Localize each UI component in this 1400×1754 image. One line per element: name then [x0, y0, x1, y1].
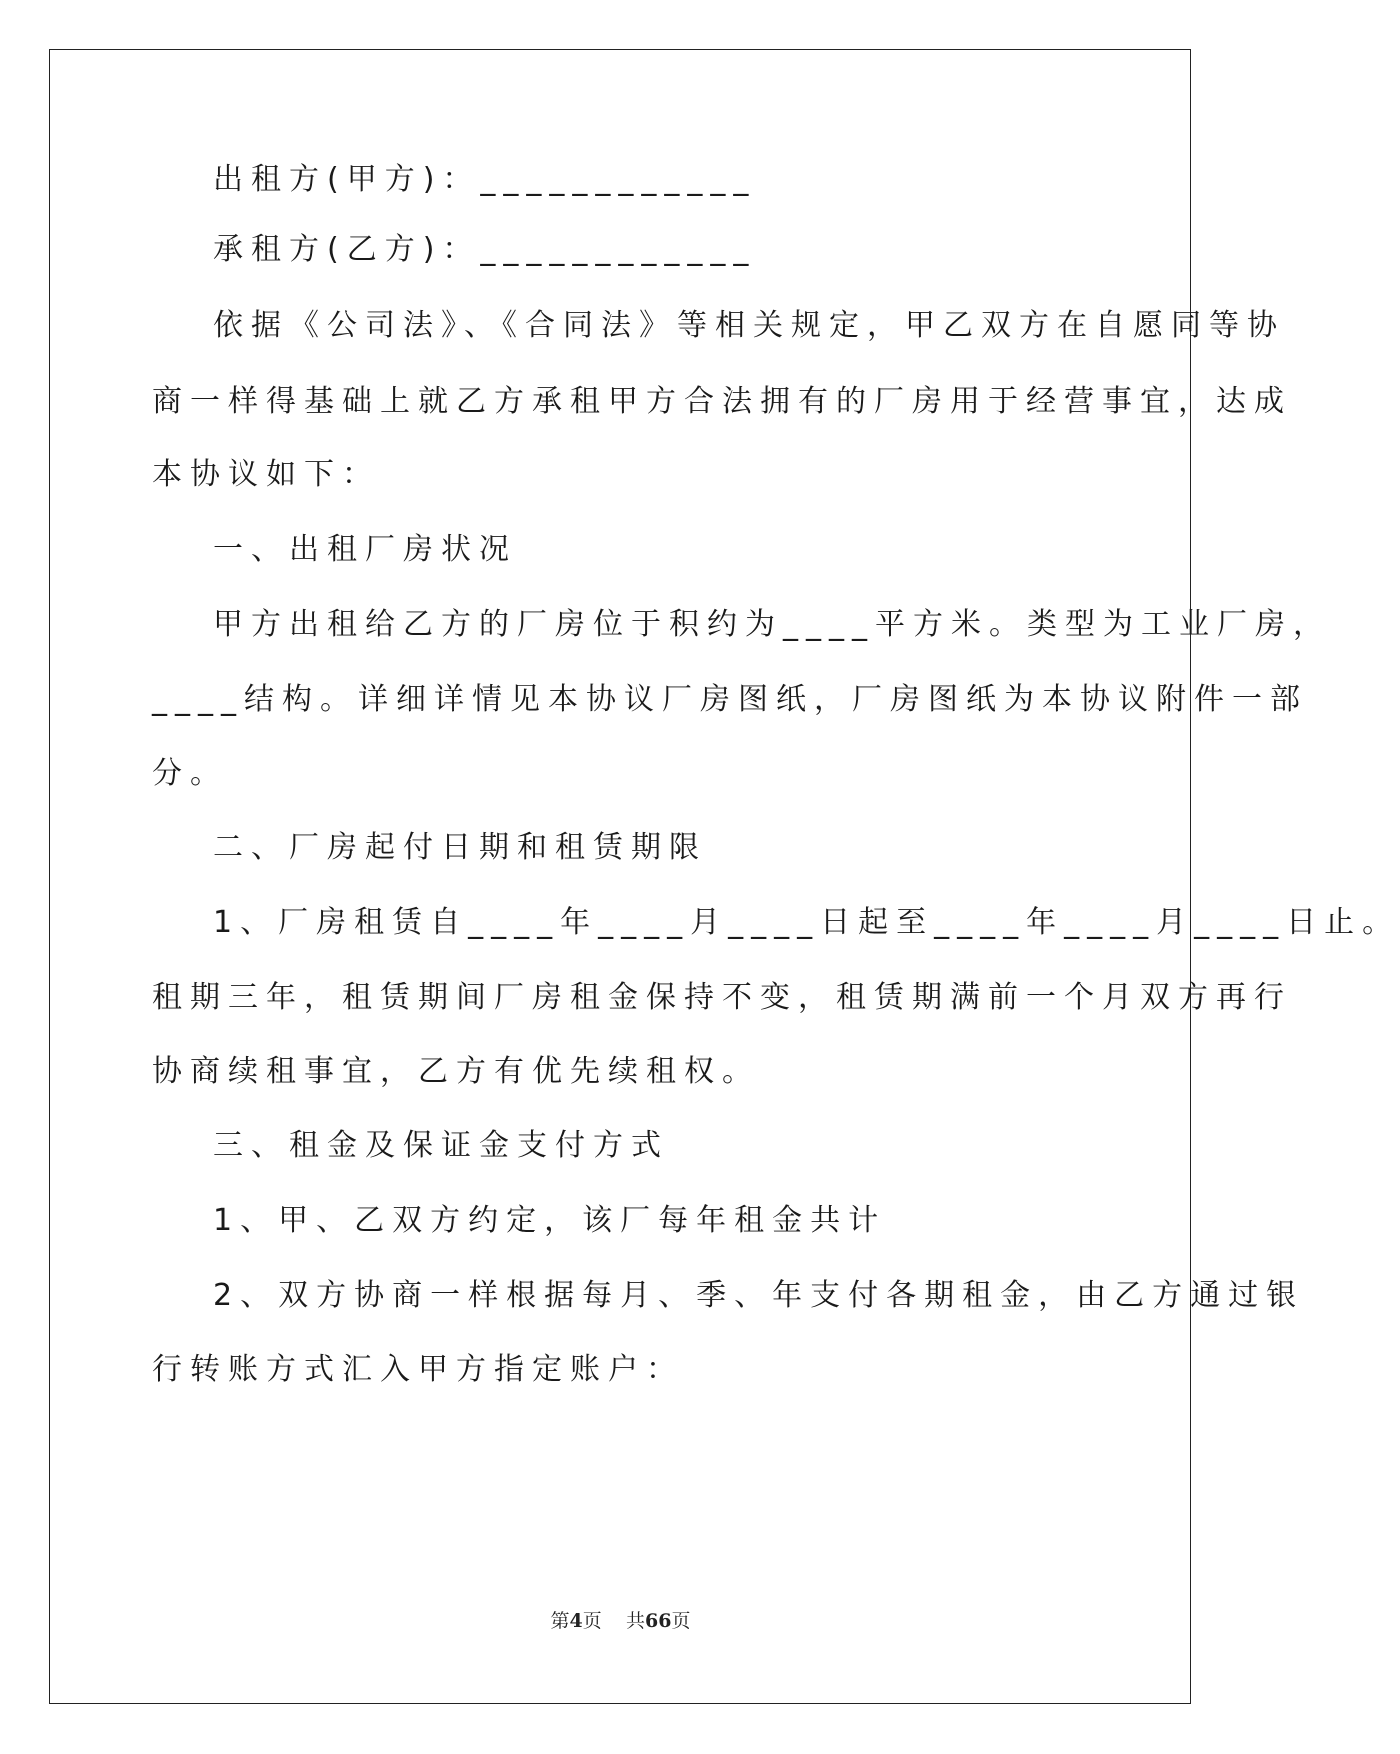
page-footer: [0, 1606, 1241, 1633]
total-prefix: 共: [625, 1610, 645, 1632]
lessee-line: 承租方(乙方)：____________: [213, 232, 757, 267]
paragraph-line: 租期三年，租赁期间厂房租金保持不变，租赁期满前一个月双方再行: [152, 980, 1292, 1015]
paragraph-line: 本协议如下：: [152, 457, 380, 492]
page-prefix: 第: [550, 1610, 570, 1632]
paragraph-line: 2、双方协商一样根据每月、季、年支付各期租金，由乙方通过银: [213, 1278, 1305, 1313]
section-heading-2: 二、厂房起付日期和租赁期限: [213, 830, 707, 865]
paragraph-line: 1、甲、乙双方约定，该厂每年租金共计: [213, 1203, 887, 1238]
paragraph-line: 分。: [152, 756, 228, 791]
paragraph-line: ____结构。详细详情见本协议厂房图纸，厂房图纸为本协议附件一部: [152, 682, 1308, 717]
section-heading-3: 三、租金及保证金支付方式: [213, 1128, 669, 1163]
page-border: [49, 49, 1191, 1704]
paragraph-line: 商一样得基础上就乙方承租甲方合法拥有的厂房用于经营事宜，达成: [152, 384, 1292, 419]
paragraph-line: 1、厂房租赁自____年____月____日起至____年____月____日止。: [213, 905, 1400, 940]
paragraph-line: 行转账方式汇入甲方指定账户：: [152, 1352, 684, 1387]
paragraph-line: 协商续租事宜，乙方有优先续租权。: [152, 1054, 760, 1089]
total-pages: 66: [644, 1610, 672, 1632]
section-heading-1: 一、出租厂房状况: [213, 532, 517, 567]
page-number: 4: [569, 1610, 583, 1632]
page-suffix: 页: [582, 1610, 602, 1632]
paragraph-line: 甲方出租给乙方的厂房位于积约为____平方米。类型为工业厂房，: [213, 607, 1331, 642]
lessor-line: 出租方(甲方)：____________: [213, 162, 757, 197]
paragraph-line: 依据《公司法》、《合同法》等相关规定，甲乙双方在自愿同等协: [213, 308, 1285, 343]
total-suffix: 页: [671, 1610, 691, 1632]
